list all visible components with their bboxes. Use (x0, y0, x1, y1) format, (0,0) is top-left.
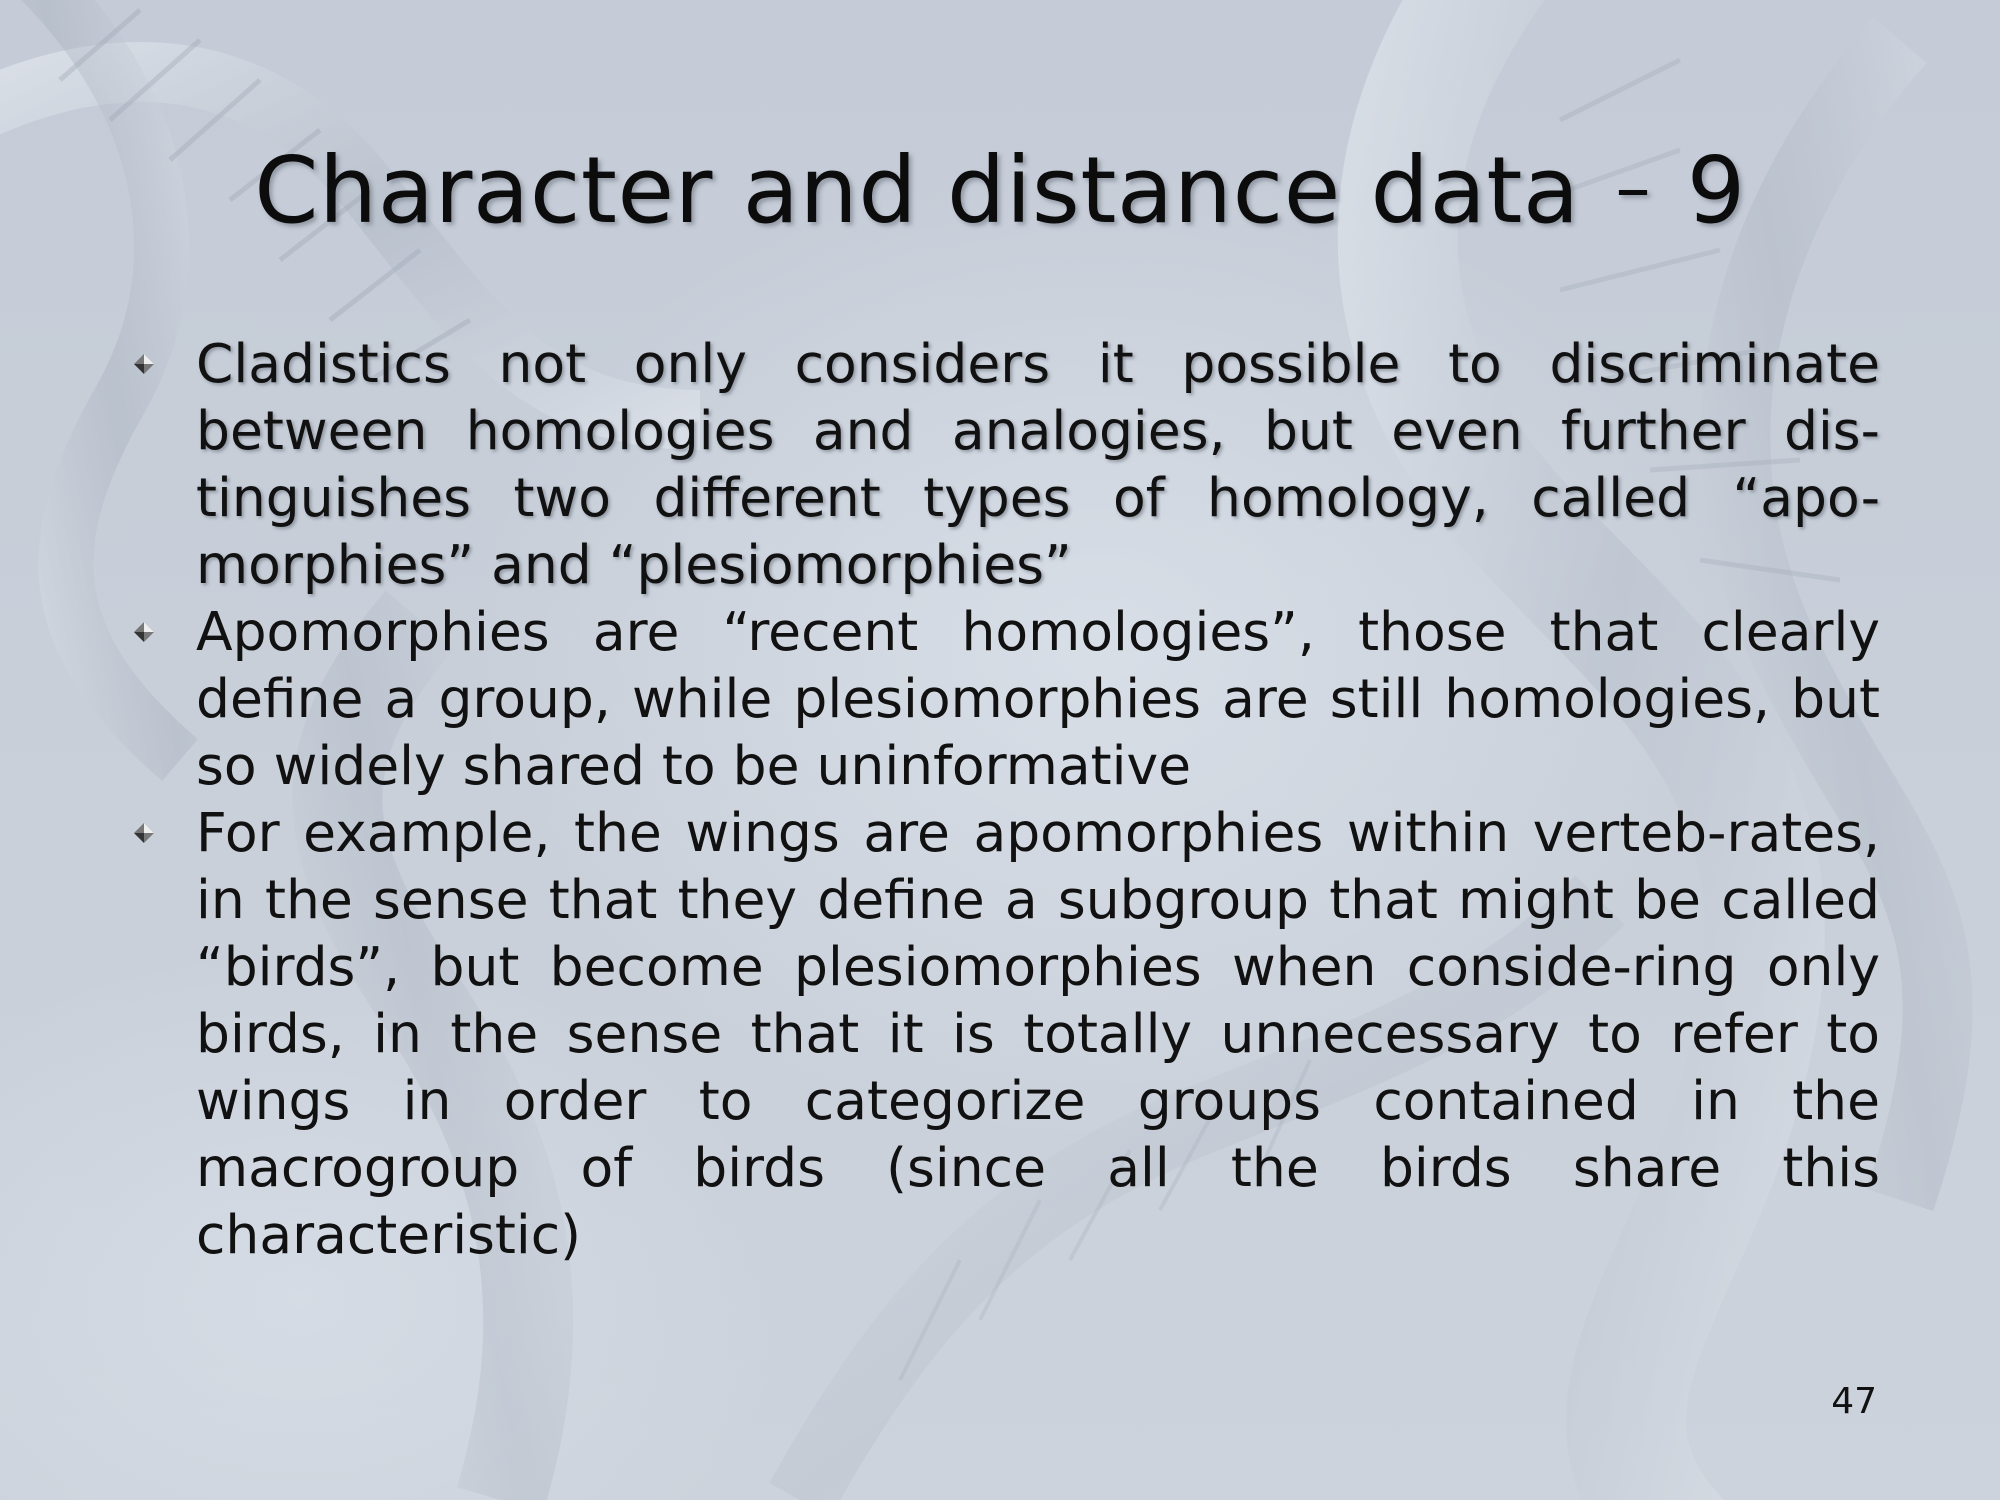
bullet-text: Cladistics not only considers it possible to discriminate between homologies and analogies, but even further dis-tinguishes two different types of homology, called “apo-morphies” and “plesiomorphies” (196, 332, 1880, 596)
title-number: 9 (1686, 137, 1746, 244)
bullet-text: For example, the wings are apomorphies within verteb-rates, in the sense that they define a subgroup that might be called “birds”, but become plesiomorphies when conside-ring only birds, in the sense that it is totally unnecessary to refer to wings in order to categorize groups contained in the macrogroup of birds (since all the birds share this characteristic) (196, 801, 1880, 1266)
bullet-text: Apomorphies are “recent homologies”, those that clearly define a group, while plesiomorphies are still homologies, but so widely shared to be uninformative (196, 600, 1880, 797)
bullet-item (130, 330, 1880, 598)
bullet-item (130, 598, 1880, 799)
diamond-bullet-icon (132, 821, 156, 845)
slide-title (0, 128, 2000, 251)
diamond-bullet-icon (132, 620, 156, 644)
title-text: Character and distance data (254, 137, 1580, 244)
page-number: 47 (1831, 1381, 1877, 1422)
diamond-bullet-icon (132, 352, 156, 376)
bullet-item (130, 799, 1880, 1268)
bullet-list (130, 330, 1880, 1268)
title-dash: – (1615, 147, 1652, 229)
